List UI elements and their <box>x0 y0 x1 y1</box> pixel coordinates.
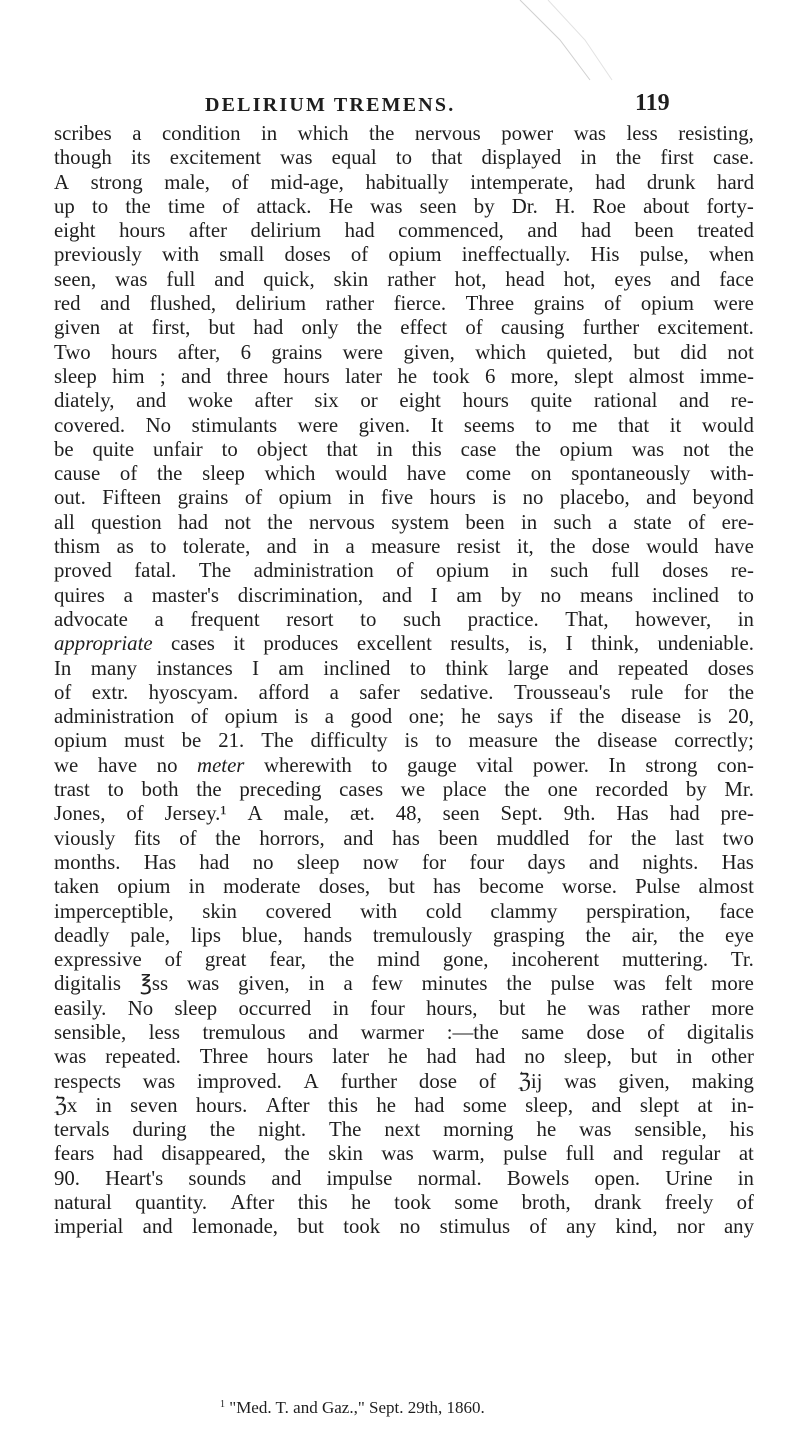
text-line: advocate a frequent resort to such practice. That, however, in <box>54 607 754 631</box>
text-line: red and flushed, delirium rather fierce. Three grains of opium were <box>54 292 754 316</box>
footnote <box>220 1398 485 1418</box>
text-line: imperial and lemonade, but took no stimulus of any kind, nor any <box>54 1215 754 1239</box>
running-head: DELIRIUM TREMENS. <box>205 94 456 116</box>
text-line: thism as to tolerate, and in a measure resist it, the dose would have <box>54 535 754 559</box>
text-line: given at first, but had only the effect of causing further excitement. <box>54 316 754 340</box>
text-line: deadly pale, lips blue, hands tremulously grasping the air, the eye <box>54 923 754 947</box>
text-line: sleep him ; and three hours later he took 6 more, slept almost imme- <box>54 364 754 388</box>
text-line: covered. No stimulants were given. It seems to me that it would <box>54 413 754 437</box>
text-line: all question had not the nervous system been in such a state of ere- <box>54 510 754 534</box>
text-line: Two hours after, 6 grains were given, which quieted, but did not <box>54 340 754 364</box>
text-line: 90. Heart's sounds and impulse normal. Bowels open. Urine in <box>54 1166 754 1190</box>
page-number: 119 <box>635 90 670 116</box>
text-line: diately, and woke after six or eight hours quite rational and re- <box>54 389 754 413</box>
text-line: administration of opium is a good one; he says if the disease is 20, <box>54 705 754 729</box>
text-line: digitalis ℥ss was given, in a few minutes the pulse was felt more <box>54 972 754 996</box>
text-line: be quite unfair to object that in this case the opium was not the <box>54 437 754 461</box>
text-line: sensible, less tremulous and warmer :—the same dose of digitalis <box>54 1020 754 1044</box>
text-line: proved fatal. The administration of opium in such full doses re- <box>54 559 754 583</box>
text-line: opium must be 21. The difficulty is to measure the disease correctly; <box>54 729 754 753</box>
body-text <box>54 122 754 1240</box>
text-line: trast to both the preceding cases we place the one recorded by Mr. <box>54 778 754 802</box>
text-line: A strong male, of mid-age, habitually intemperate, had drunk hard <box>54 170 754 194</box>
text-line: we have no meter wherewith to gauge vital power. In strong con- <box>54 753 754 777</box>
text-line: fears had disappeared, the skin was warm, pulse full and regular at <box>54 1142 754 1166</box>
text-line: expressive of great fear, the mind gone, incoherent muttering. Tr. <box>54 948 754 972</box>
text-line: eight hours after delirium had commenced, and had been treated <box>54 219 754 243</box>
text-line: out. Fifteen grains of opium in five hours is no placebo, and beyond <box>54 486 754 510</box>
text-line: respects was improved. A further dose of ℨij was given, making <box>54 1069 754 1093</box>
text-line: Jones, of Jersey.¹ A male, æt. 48, seen Sept. 9th. Has had pre- <box>54 802 754 826</box>
text-line: up to the time of attack. He was seen by Dr. H. Roe about forty- <box>54 194 754 218</box>
footnote-marker: 1 <box>220 1399 225 1410</box>
text-line: was repeated. Three hours later he had had no sleep, but in other <box>54 1045 754 1069</box>
text-line: quires a master's discrimination, and I am by no means inclined to <box>54 583 754 607</box>
text-line: tervals during the night. The next morning he was sensible, his <box>54 1118 754 1142</box>
text-line: of extr. hyoscyam. afford a safer sedative. Trousseau's rule for the <box>54 680 754 704</box>
text-line: ℨx in seven hours. After this he had some sleep, and slept at in- <box>54 1093 754 1117</box>
text-line: taken opium in moderate doses, but has become worse. Pulse almost <box>54 875 754 899</box>
text-line: cause of the sleep which would have come on spontaneously with- <box>54 462 754 486</box>
text-line: easily. No sleep occurred in four hours, but he was rather more <box>54 996 754 1020</box>
text-line: previously with small doses of opium ineffectually. His pulse, when <box>54 243 754 267</box>
text-line: appropriate cases it produces excellent results, is, I think, undeniable. <box>54 632 754 656</box>
text-line: months. Has had no sleep now for four days and nights. Has <box>54 850 754 874</box>
text-line: natural quantity. After this he took some broth, drank freely of <box>54 1191 754 1215</box>
text-line: seen, was full and quick, skin rather hot, head hot, eyes and face <box>54 267 754 291</box>
text-line: In many instances I am inclined to think large and repeated doses <box>54 656 754 680</box>
text-line: scribes a condition in which the nervous power was less resisting, <box>54 122 754 145</box>
text-line: viously fits of the horrors, and has been muddled for the last two <box>54 826 754 850</box>
footnote-text: "Med. T. and Gaz.," Sept. 29th, 1860. <box>225 1398 485 1417</box>
page-header <box>205 90 670 117</box>
text-line: though its excitement was equal to that displayed in the first case. <box>54 146 754 170</box>
text-line: imperceptible, skin covered with cold clammy perspiration, face <box>54 899 754 923</box>
